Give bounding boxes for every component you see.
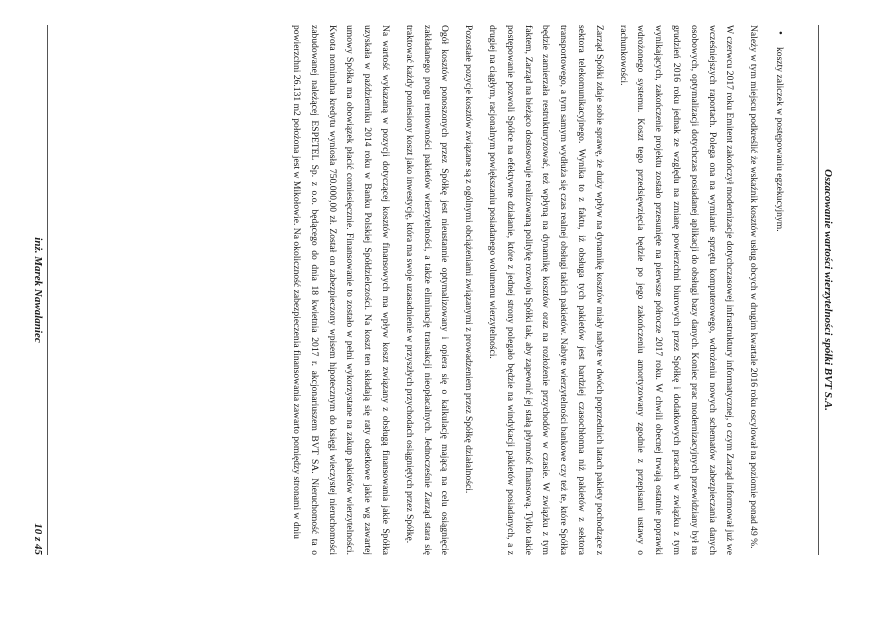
paragraph-it-modernization: W czerwcu 2017 roku Emitent zakończył modernizacje dotychczasowej infrastruktury informatycznej, o czym Zarząd informował już we wcześniejszych raportach. Polega ona na wymianie sprzętu komputerowego, wdrożeniu nowych schematów zabezpieczania danych osobowych, optymalizacji dotychczas posiadanej aplikacji do obsługi bazy danych. Koniec prac modernizacyjnych przewidziany był na grudzień 2016 roku jednak ze względu na zmianę powierzchni biurowych przez Spółkę i dodatkowych pracach w związku z tym wynikających, zakończenie projektu zostało przesunięte na pierwsze półrocze 2017 roku. W chwili obecnej trwają ostatnie poprawki wdrożonego systemu. Koszt tego przedsięwzięcia będzie po jego zakończeniu amortyzowany zgodnie z przepisami ustawy o rachunkowości. bbox=[617, 25, 736, 555]
page-number: 10 z 45 bbox=[32, 523, 44, 555]
paragraph-cost-optimization: Ogół kosztów ponoszonych przez Spółkę jest nieustannie optymalizowany i opiera się o kalkulację mającą na celu osiągnięcie zakładanego progu rentowności pakietów wierzytelności, a także eliminację transakcji nieopłacalnych. Jednocześnie Zarząd stara się traktować każdy poniesiony koszt jako inwestycję, która ma swoje uzasadnienie w przyszłych przychodach osiągniętych przez Spółkę. bbox=[403, 25, 451, 555]
paragraph-cost-dynamics: Zarząd Spółki zdaje sobie sprawę, że duży wpływ na dynamikę kosztów miały nabyte w dwóch poprzednich latach pakiety pochodzące z sektora telekomunikacyjnego. Wynika to z faktu, iż obsługa tych pakietów jest bardziej czasochłonna niż pakietów z sektora transportowego, a tym samym wydłuża się czas realnej obsługi takich pakietów. Nabyte wierzytelności bankowe czy też te, które Spółka będzie zamierzała restrukturyzować, też wpłyną na dynamikę kosztów oraz na rozłożenie przychodów w czasie. W związku z tym faktem, Zarząd na bieżąco dostosowuje realizowaną politykę rozwoju Spółki tak, aby zapewnić jej stałą płynność finansową. Tylko takie postępowanie pozwoli Spółce na efektywne działanie, które z jednej strony polegało będzie na windykacji pakietów posiadanych, a z drugiej na ciągłym, racjonalnym powiększaniu posiadanego wolumenu wierzytelności. bbox=[487, 25, 605, 555]
paragraph-other-costs: Pozostałe pozycje kosztów związane są z ogólnymi obciążeniami związanymi z prowadzeniem przez Spółkę działalności. bbox=[463, 25, 475, 494]
page-footer bbox=[28, 25, 48, 555]
rotated-document bbox=[0, 5, 840, 575]
paragraph-cost-indicator: Należy w tym miejscu podkreślić że wskaźnik kosztów usług obcych w drugim kwartale 2016 roku oscylował na poziomie ponad 49 %. bbox=[748, 25, 760, 549]
paragraph-financial-costs: Na wartość wykazaną w pozycji dotyczącej kosztów finansowych ma wpływ koszt związany z obsługą finansowania jakie Spółka uzyskała w październiku 2014 roku w Banku Polskiej Spółdzielczości. Na koszt ten składają się raty odsetkowe jakie wg zawartej umowy Spółka ma obowiązek płacić comiesięcznie. Finansowanie to zostało w pełni wykorzystane na zakup pakietów wierzytelności. Kwota nominalna kredytu wyniosła 750.000,00 zł. Został on zabezpieczony wpisem hipotecznym do księgi wieczystej nieruchomości zabudowanej należącej ESPETEL Sp. z o.o. będącego do dnia 18 kwietnia 2017 r. akcjonariuszem BVT SA. Nieruchomość ta o powierzchni 26.131 m2 położona jest w Mikołowie. Na okoliczność zabezpieczenia finansowania zawarto pomiędzy stronami w dniu bbox=[291, 25, 392, 555]
footer-author: inż. Marek Nawalaniec bbox=[32, 237, 44, 343]
page-header: Oszacowanie wartości wierzytelności spółki BVT S.A. bbox=[818, 25, 834, 555]
document-body bbox=[287, 25, 788, 555]
bullet-list bbox=[770, 25, 788, 555]
bullet-item: • koszty zaliczek w postępowaniu egzekucyjnym. bbox=[770, 25, 788, 555]
